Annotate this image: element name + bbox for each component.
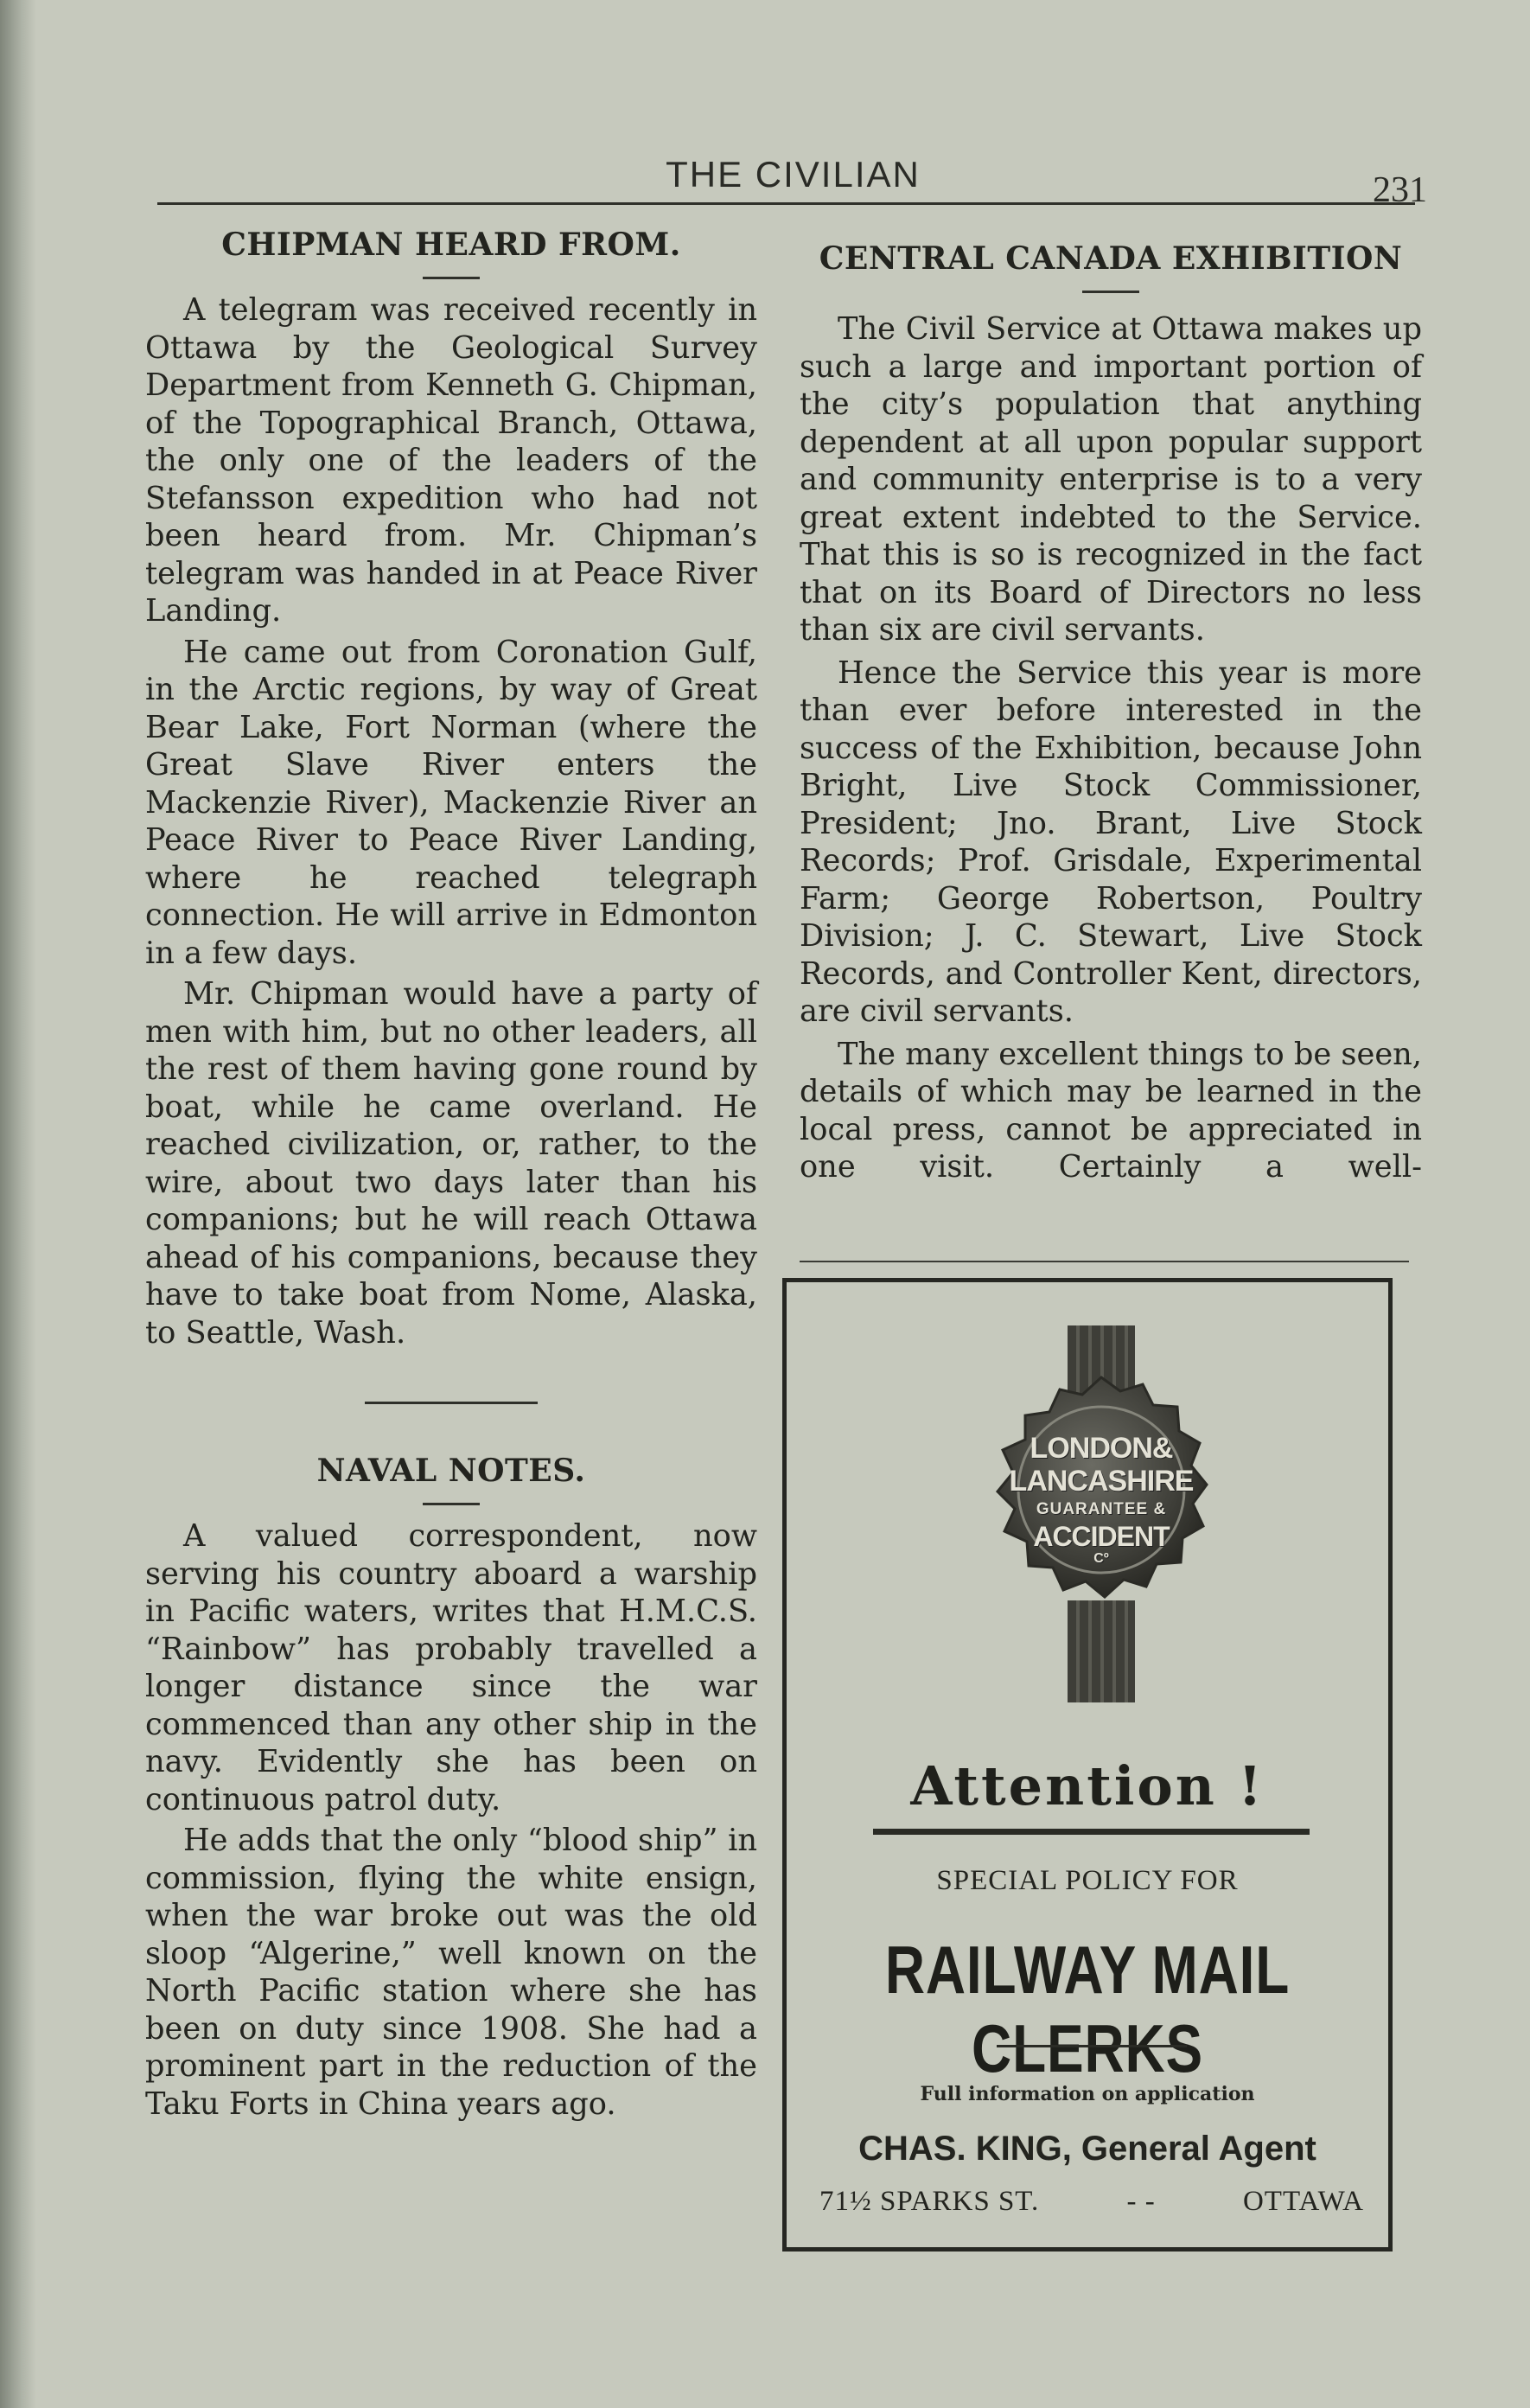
seal-lettering [985,1434,1217,1566]
address-street: 71½ SPARKS ST. [819,2186,1040,2217]
address-dashes: - - [1126,2186,1156,2217]
paragraph: Hence the Service this year is more than ever before interested in the success of the Exhibition, because John Bright, Live Stock Commissioner, President; Jno. Brant, Live Stock Records; Prof. Grisdale, Experimental Farm; George Robertson, Poultry Division; J. C. Stewart, Live Stock Records, and Controller Kent, directors, are civil servants. [800,655,1422,1029]
article-title-chipman: CHIPMAN HEARD FROM. [221,227,681,263]
ad-address [819,2186,1364,2218]
running-title: THE CIVILIAN [666,154,921,195]
article-title-naval: NAVAL NOTES. [316,1453,586,1489]
ad-main-title: RAILWAY MAIL CLERKS [884,1932,1291,2086]
paragraph: Mr. Chipman would have a party of men with him, but no other leaders, all the rest of them having gone round by boat, while he came overland. He reached civilization, or, rather, to the wire, about two days later than his companions; but he will reach Ottawa ahead of his companions, because they have to take boat from Nome, Alaska, to Seattle, Wash. [145,976,757,1351]
advertisement-top-rule [800,1261,1409,1262]
header-rule [157,202,1415,205]
section-divider [365,1402,538,1404]
seal-line: GUARANTEE & [1036,1500,1167,1518]
seal-line: ACCIDENT [1033,1521,1170,1552]
ad-subhead: SPECIAL POLICY FOR [936,1865,1239,1896]
title-rule [423,1503,480,1505]
title-rule [1082,291,1139,293]
paragraph: The Civil Service at Ottawa makes up such a large and important portion of the city’s population that anything dependent at all upon popular support and community enterprise is to a very great extent indebted to the Service. That this is so is recognized in the fact that on its Board of Directors no less than six are civil servants. [800,311,1422,648]
ad-info: Full information on application [920,2083,1255,2105]
ad-headline: Attention ! [910,1754,1265,1817]
article-title-exhibition: CENTRAL CANADA EXHIBITION [819,240,1403,277]
paragraph: A telegram was received recently in Ottawa by the Geological Survey Department from Kenneth G. Chipman, of the Topographical Branch, Ottawa, the only one of the leaders of the Stefansson expedition who had not been heard from. Mr. Chipman’s telegram was handed in at Peace River Landing. [145,292,757,629]
paragraph: He came out from Coronation Gulf, in the Arctic regions, by way of Great Bear Lake, Fort Norman (where the Great Slave River enters the Mackenzie River), Mackenzie River an Peace River to Peace River Landing, where he reached telegraph connection. He will arrive in Edmonton in a few days. [145,634,757,971]
seal-line: Cº [1093,1551,1109,1566]
page-number: 231 [1373,170,1427,210]
ad-agent: CHAS. KING, General Agent [858,2130,1316,2168]
page-binding-shadow [0,0,36,2408]
address-city: OTTAWA [1242,2186,1364,2217]
right-column [800,240,1422,1186]
seal-line: LONDON& [1030,1432,1173,1465]
seal-line: LANCASHIRE [1009,1465,1194,1498]
paragraph: A valued correspondent, now serving his country aboard a warship in Pacific waters, writes that H.M.C.S. “Rainbow” has probably travelled a longer distance since the war commenced than any other ship in the navy. Evidently she has been on continuous patrol duty. [145,1518,757,1817]
ad-divider [997,2045,1187,2047]
paragraph: He adds that the only “blood ship” in commission, flying the white ensign, when the war broke out was the old sloop “Algerine,” well known on the North Pacific station where she has been on duty since 1908. She had a prominent part in the reduction of the Taku Forts in China years ago. [145,1823,757,2122]
title-rule [423,277,480,279]
advertisement [782,1278,1393,2252]
seal-emblem [985,1325,1202,1723]
left-column [145,227,757,2123]
paragraph: The many excellent things to be seen, details of which may be learned in the local press, cannot be appreciated in one visit. Certainly a well- [800,1036,1422,1185]
ribbon-bottom [1068,1600,1135,1702]
headline-rule [873,1829,1310,1835]
